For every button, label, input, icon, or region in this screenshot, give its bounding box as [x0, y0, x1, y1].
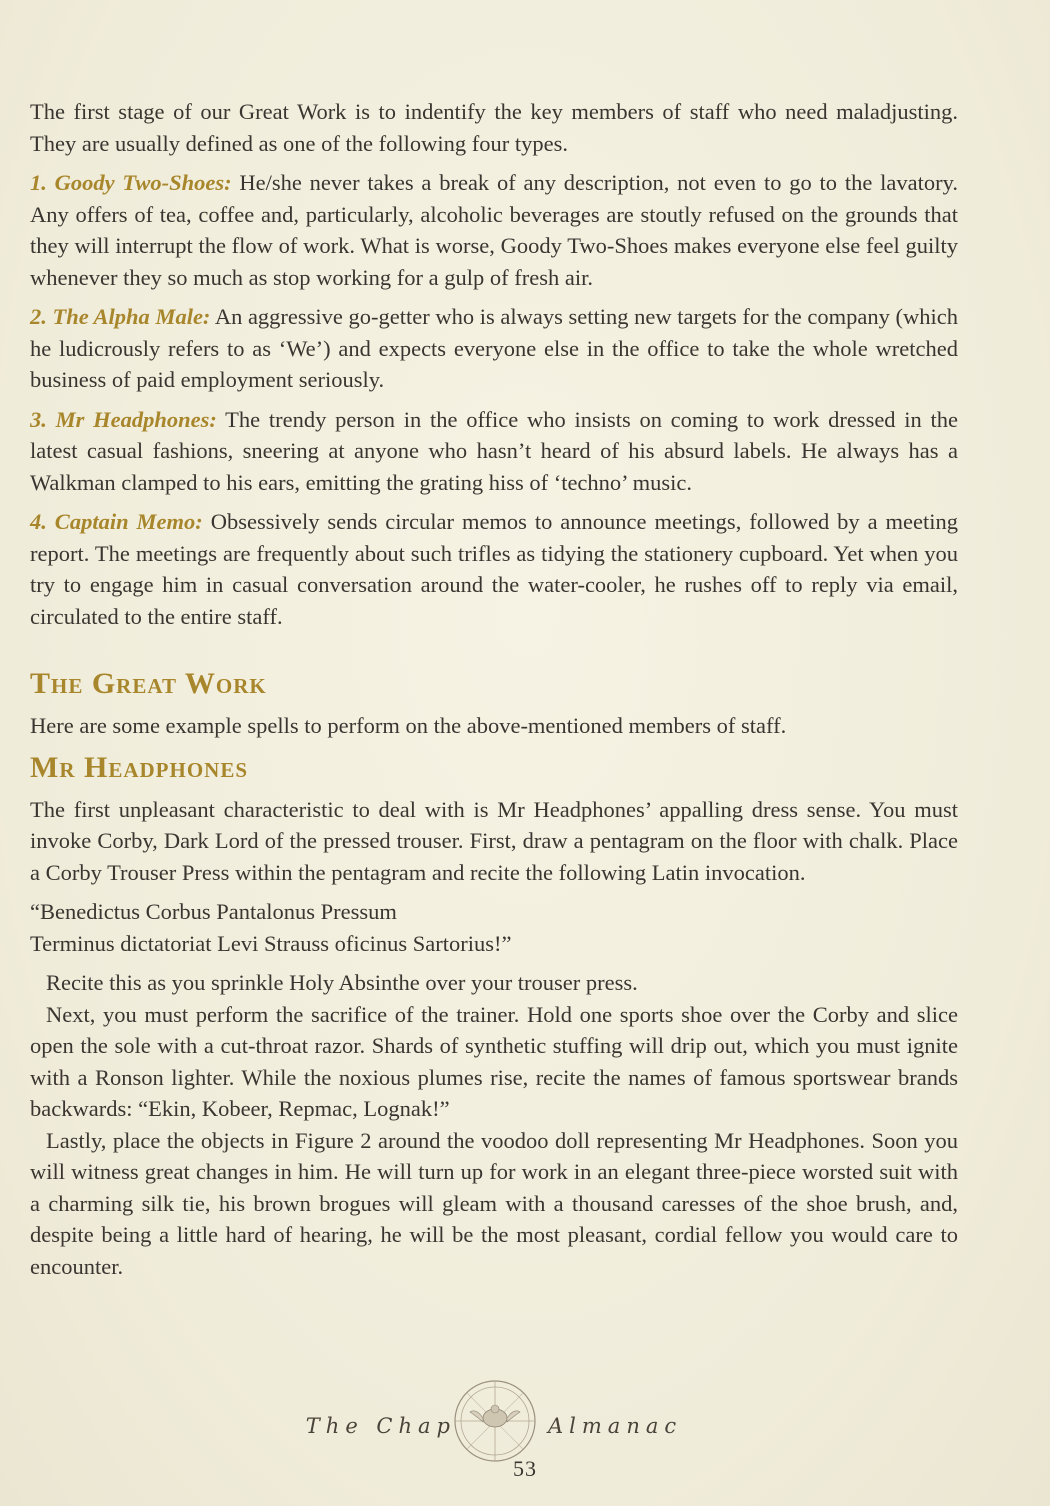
type-description: An aggressive go-getter who is always setting new targets for the company (which he ludicrously refers to as ‘We’) and expects everyone else in the office to take the whole wretched business of paid employment seriously. — [30, 304, 958, 392]
mr-headphones-paragraph-4: Lastly, place the objects in Figure 2 around the voodoo doll representing Mr Headphones. Soon you will witness great changes in him. He will turn up for work in an elegant three-piece worsted suit with a charming silk tie, his brown brogues will gleam with a thousand caresses of the shoe brush, and, despite being a little hard of hearing, he will be the most pleasant, cordial fellow you would care to encounter. — [30, 1127, 958, 1279]
type-term: 1. Goody Two-Shoes: — [30, 170, 232, 195]
type-term: 2. The Alpha Male: — [30, 304, 211, 329]
type-description: Obsessively sends circular memos to announce meetings, followed by a meeting report. The meetings are frequently about such trifles as tidying the stationery cupboard. Yet when you try to engage him in casual conversation around the water-cooler, he rushes off to reply via email, circulated to the entire staff. — [30, 509, 958, 629]
type-term: 4. Captain Memo: — [30, 509, 203, 534]
type-mr-headphones — [30, 404, 958, 499]
heading-great-work: The Great Work — [30, 667, 267, 700]
invocation-line-2: Terminus dictatoriat Levi Strauss oficinus Sartorius!” — [30, 930, 512, 956]
footer-title-left: The Chap — [305, 1414, 456, 1438]
type-description: He/she never takes a break of any description, not even to go to the lavatory. Any offers of tea, coffee and, particularly, alcoholic beverages are stoutly refused on the grounds that they will interrupt the flow of work. What is worse, Goody Two-Shoes makes everyone else feel guilty whenever they so much as stop working for a gulp of fresh air. — [30, 170, 958, 290]
type-captain-memo — [30, 506, 958, 632]
mr-headphones-paragraph-3: Next, you must perform the sacrifice of the trainer. Hold one sports shoe over the Corby and slice open the sole with a cut-throat razor. Shards of synthetic stuffing will drip out, which you must ignite with a Ronson lighter. While the noxious plumes rise, recite the names of famous sportswear brands backwards: “Ekin, Kobeer, Repmac, Lognak!” — [30, 1001, 958, 1121]
invocation-line-1: “Benedictus Corbus Pantalonus Pressum — [30, 899, 397, 924]
type-goody-two-shoes — [30, 167, 958, 293]
almanac-seal-icon — [452, 1378, 538, 1464]
mr-headphones-paragraph-2: Recite this as you sprinkle Holy Absinthe over your trouser press. — [46, 970, 638, 995]
intro-paragraph: The first stage of our Great Work is to indentify the key members of staff who need maladjusting. They are usually defined as one of the following four types. — [30, 99, 958, 156]
latin-invocation — [30, 896, 958, 959]
footer-title-right: Almanac — [548, 1414, 683, 1438]
page-footer — [0, 1378, 1050, 1488]
page-number: 53 — [513, 1456, 537, 1481]
page-body — [30, 96, 958, 1282]
type-term: 3. Mr Headphones: — [30, 406, 217, 432]
heading-mr-headphones: Mr Headphones — [30, 750, 249, 784]
mr-headphones-paragraph-1: The first unpleasant characteristic to deal with is Mr Headphones’ appalling dress sense. You must invoke Corby, Dark Lord of the pressed trouser. First, draw a pentagram on the floor with chalk. Place a Corby Trouser Press within the pentagram and recite the following Latin invocation. — [30, 796, 958, 885]
great-work-text: Here are some example spells to perform on the above-mentioned members of staff. — [30, 713, 787, 738]
type-description: The trendy person in the office who insists on coming to work dressed in the latest casual fashions, sneering at anyone who hasn’t heard of his absurd labels. He always has a Walkman clamped to his ears, emitting the grating hiss of ‘techno’ music. — [30, 406, 958, 495]
type-alpha-male — [30, 301, 958, 396]
